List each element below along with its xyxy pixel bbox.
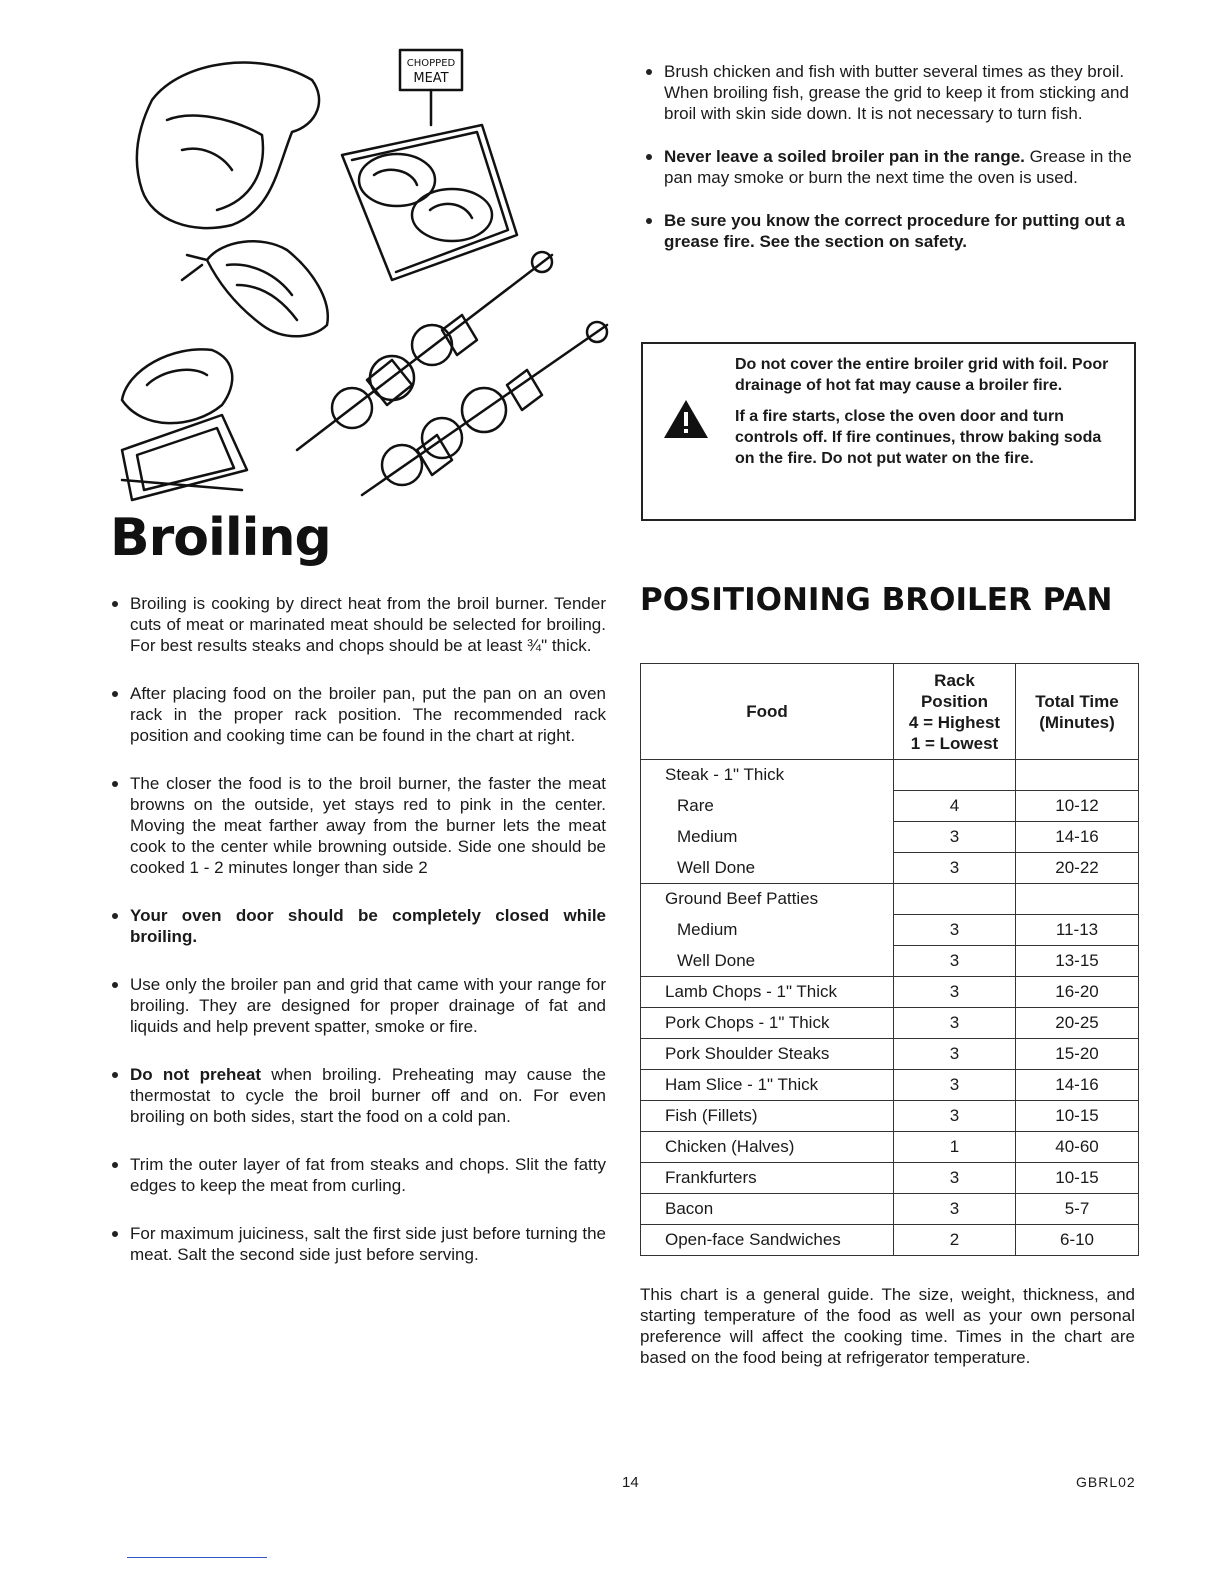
bullet-bold-text: Never leave a soiled broiler pan in the range. bbox=[664, 147, 1025, 166]
total-time-cell: 11-13 bbox=[1016, 915, 1139, 946]
table-row bbox=[641, 1008, 1139, 1039]
broiler-pan-table bbox=[640, 663, 1139, 1256]
bullet-item bbox=[646, 210, 1140, 252]
food-cell: Frankfurters bbox=[641, 1163, 894, 1194]
bullet-text: After placing food on the broiler pan, put the pan on an oven rack in the proper rack position. The recommended rack position and cooking time can be found in the chart at right. bbox=[130, 684, 606, 745]
section-title: POSITIONING BROILER PAN bbox=[640, 582, 1113, 618]
food-cell: Open-face Sandwiches bbox=[641, 1225, 894, 1256]
broiling-tips-list-continued bbox=[646, 61, 1140, 274]
sign-label-line1: CHOPPED bbox=[406, 58, 456, 69]
toast-drawing bbox=[122, 349, 232, 423]
rack-position-cell bbox=[894, 884, 1016, 915]
table-row bbox=[641, 1194, 1139, 1225]
bullet-text: Grease in the pan may smoke or burn the next time the oven is used. bbox=[664, 147, 1132, 187]
warning-text bbox=[735, 354, 1123, 479]
rack-position-cell: 4 bbox=[894, 791, 1016, 822]
rack-position-cell: 3 bbox=[894, 1008, 1016, 1039]
table-body bbox=[641, 760, 1139, 1256]
table-row bbox=[641, 760, 1139, 791]
food-cell: Fish (Fillets) bbox=[641, 1101, 894, 1132]
broiling-tips-list bbox=[112, 593, 606, 1292]
header-time-line2: (Minutes) bbox=[1039, 712, 1115, 732]
food-cell: Ham Slice - 1" Thick bbox=[641, 1070, 894, 1101]
food-cell: Medium bbox=[641, 915, 894, 946]
rack-position-cell: 3 bbox=[894, 915, 1016, 946]
rack-position-cell: 3 bbox=[894, 1163, 1016, 1194]
table-row bbox=[641, 1070, 1139, 1101]
food-cell: Pork Chops - 1" Thick bbox=[641, 1008, 894, 1039]
header-rack-line3: 4 = Highest bbox=[908, 712, 1001, 732]
rack-position-cell: 3 bbox=[894, 1039, 1016, 1070]
bullet-text: Trim the outer layer of fat from steaks and chops. Slit the fatty edges to keep the meat from curling. bbox=[130, 1155, 606, 1195]
total-time-cell: 14-16 bbox=[1016, 1070, 1139, 1101]
shrimp-drawing bbox=[207, 241, 328, 336]
header-rack-line2: Position bbox=[920, 691, 989, 711]
footer-divider bbox=[127, 1557, 267, 1558]
rack-position-cell: 3 bbox=[894, 977, 1016, 1008]
table-header-row bbox=[641, 664, 1139, 760]
total-time-cell: 15-20 bbox=[1016, 1039, 1139, 1070]
total-time-cell bbox=[1016, 884, 1139, 915]
page-title: Broiling bbox=[110, 508, 331, 568]
rack-position-cell: 3 bbox=[894, 1070, 1016, 1101]
food-cell: Lamb Chops - 1" Thick bbox=[641, 977, 894, 1008]
header-rack-position bbox=[894, 664, 1016, 760]
total-time-cell: 16-20 bbox=[1016, 977, 1139, 1008]
table-row bbox=[641, 1225, 1139, 1256]
bullet-text: For maximum juiciness, salt the first side just before turning the meat. Salt the second side just before serving. bbox=[130, 1224, 606, 1264]
rack-position-cell bbox=[894, 760, 1016, 791]
total-time-cell bbox=[1016, 760, 1139, 791]
total-time-cell: 20-25 bbox=[1016, 1008, 1139, 1039]
warning-fire: If a fire starts, close the oven door and turn controls off. If fire continues, throw baking soda on the fire. Do not put water on the fire. bbox=[735, 408, 1102, 467]
header-time-line1: Total Time bbox=[1035, 691, 1119, 711]
rack-position-cell: 3 bbox=[894, 822, 1016, 853]
bullet-item bbox=[112, 974, 606, 1037]
bullet-text: Brush chicken and fish with butter several times as they broil. When broiling fish, grease the grid to keep it from sticking and broil with skin side down. It is not necessary to turn fish. bbox=[664, 62, 1129, 123]
warning-triangle-icon bbox=[663, 398, 709, 440]
food-cell: Bacon bbox=[641, 1194, 894, 1225]
header-food: Food bbox=[641, 664, 894, 760]
bullet-bold-text: Do not preheat bbox=[130, 1065, 261, 1084]
rack-position-cell: 3 bbox=[894, 946, 1016, 977]
table-row bbox=[641, 884, 1139, 915]
bullet-item bbox=[112, 773, 606, 878]
table-row bbox=[641, 946, 1139, 977]
bullet-item bbox=[112, 905, 606, 947]
rack-position-cell: 3 bbox=[894, 1194, 1016, 1225]
warning-foil: Do not cover the entire broiler grid with foil. Poor drainage of hot fat may cause a broiler fire. bbox=[735, 356, 1109, 394]
header-rack-line4: 1 = Lowest bbox=[910, 733, 999, 753]
bullet-item bbox=[112, 593, 606, 656]
total-time-cell: 20-22 bbox=[1016, 853, 1139, 884]
bullet-text: Broiling is cooking by direct heat from the broil burner. Tender cuts of meat or marinated meat should be selected for broiling. For best results steaks and chops should be at least ¾" thick. bbox=[130, 594, 606, 655]
meat-pan-drawing bbox=[342, 125, 517, 280]
chart-note: This chart is a general guide. The size, weight, thickness, and starting temperature of the food as well as your own personal preference will affect the cooking time. Times in the chart are based on the food being at refrigerator temperature. bbox=[640, 1285, 1135, 1367]
rack-position-cell: 3 bbox=[894, 853, 1016, 884]
total-time-cell: 10-15 bbox=[1016, 1101, 1139, 1132]
table-row bbox=[641, 915, 1139, 946]
food-cell: Chicken (Halves) bbox=[641, 1132, 894, 1163]
total-time-cell: 6-10 bbox=[1016, 1225, 1139, 1256]
food-cell: Ground Beef Patties bbox=[641, 884, 894, 915]
bullet-item bbox=[646, 61, 1140, 124]
bullet-item bbox=[646, 146, 1140, 188]
total-time-cell: 10-15 bbox=[1016, 1163, 1139, 1194]
food-cell: Steak - 1" Thick bbox=[641, 760, 894, 791]
bullet-item bbox=[112, 1154, 606, 1196]
kebab-skewer-2 bbox=[362, 325, 607, 495]
rack-position-cell: 3 bbox=[894, 1101, 1016, 1132]
bullet-text: when broiling. Preheating may cause the thermostat to cycle the broil burner off and on. For even broiling on both sides, start the food on a cold pan. bbox=[130, 1065, 606, 1126]
table-row bbox=[641, 853, 1139, 884]
bullet-text: Use only the broiler pan and grid that came with your range for broiling. They are designed for proper drainage of fat and liquids and help prevent spatter, smoke or fire. bbox=[130, 975, 606, 1036]
food-cell: Well Done bbox=[641, 853, 894, 884]
header-rack-line1: Rack bbox=[934, 670, 975, 690]
document-code: GBRL02 bbox=[1076, 1474, 1136, 1490]
bullet-item bbox=[112, 683, 606, 746]
bullet-text: The closer the food is to the broil burner, the faster the meat browns on the outside, yet stays red to pink in the center. Moving the meat farther away from the burner lets the meat cook to the center while browning outside. Side one should be cooked 1 - 2 minutes longer than side 2 bbox=[130, 774, 606, 877]
table-row bbox=[641, 1039, 1139, 1070]
header-total-time bbox=[1016, 664, 1139, 760]
table-row bbox=[641, 977, 1139, 1008]
bullet-item bbox=[112, 1223, 606, 1265]
table-row bbox=[641, 1163, 1139, 1194]
food-cell: Rare bbox=[641, 791, 894, 822]
bullet-bold-text: Your oven door should be completely closed while broiling. bbox=[130, 906, 606, 946]
table-row bbox=[641, 822, 1139, 853]
bullet-item bbox=[112, 1064, 606, 1127]
page-number: 14 bbox=[622, 1474, 639, 1491]
total-time-cell: 10-12 bbox=[1016, 791, 1139, 822]
rack-position-cell: 1 bbox=[894, 1132, 1016, 1163]
total-time-cell: 14-16 bbox=[1016, 822, 1139, 853]
table-row bbox=[641, 1101, 1139, 1132]
food-cell: Pork Shoulder Steaks bbox=[641, 1039, 894, 1070]
chicken-drawing bbox=[137, 63, 319, 229]
warning-box bbox=[641, 342, 1136, 521]
total-time-cell: 13-15 bbox=[1016, 946, 1139, 977]
table-row bbox=[641, 1132, 1139, 1163]
food-cell: Medium bbox=[641, 822, 894, 853]
rack-position-cell: 2 bbox=[894, 1225, 1016, 1256]
sign-label-line2: MEAT bbox=[413, 71, 449, 86]
broiling-foods-illustration bbox=[112, 40, 622, 520]
bullet-bold-text: Be sure you know the correct procedure for putting out a grease fire. See the section on safety. bbox=[664, 211, 1125, 251]
food-cell: Well Done bbox=[641, 946, 894, 977]
total-time-cell: 5-7 bbox=[1016, 1194, 1139, 1225]
table-row bbox=[641, 791, 1139, 822]
total-time-cell: 40-60 bbox=[1016, 1132, 1139, 1163]
